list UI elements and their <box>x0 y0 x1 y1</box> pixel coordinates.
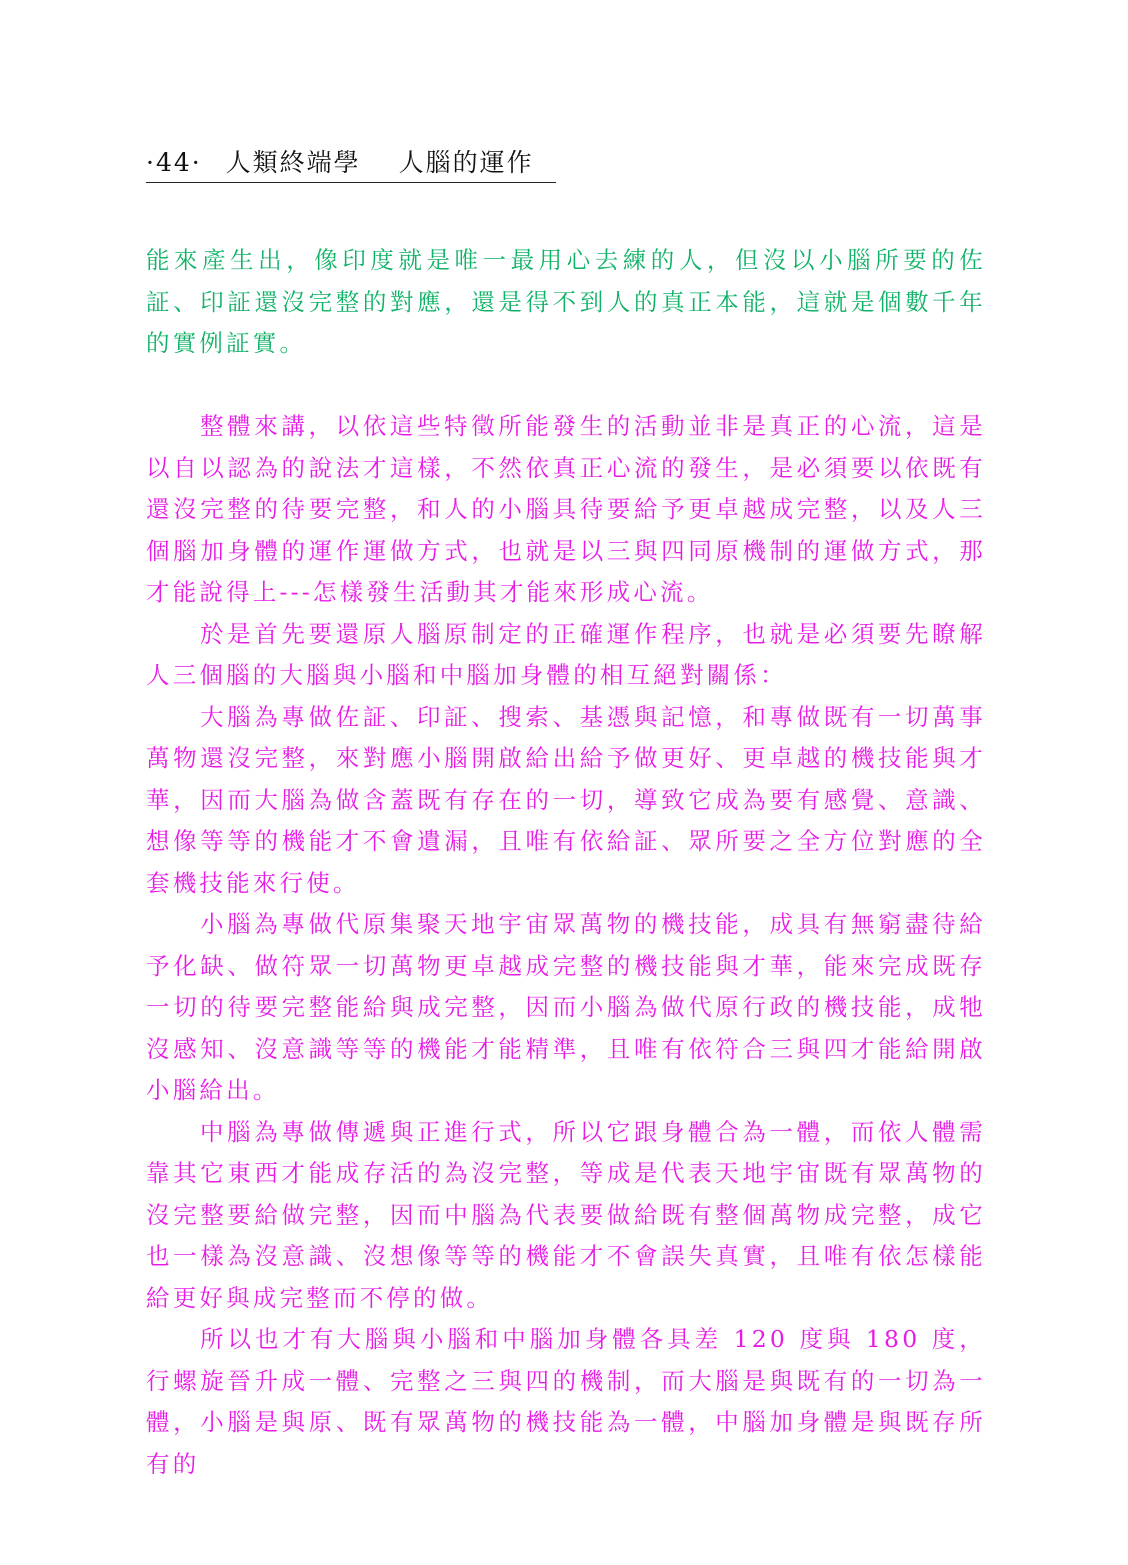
chapter-title: 人腦的運作 <box>398 148 534 177</box>
paragraph: 中腦為專做傳遞與正進行式，所以它跟身體合為一體，而依人體需靠其它東西才能成存活的為沒完整，等成是代表天地宇宙既有眾萬物的沒完整要給做完整，因而中腦為代表要做給既有整個萬物成完整，成它也一樣為沒意識、沒想像等等的機能才不會誤失真實，且唯有依怎樣能給更好與成完整而不停的做。 <box>146 1117 986 1312</box>
paragraph: 小腦為專做代原集聚天地宇宙眾萬物的機技能，成具有無窮盡待給予化缺、做符眾一切萬物更卓越成完整的機技能與才華，能來完成既存一切的待要完整能給與成完整，因而小腦為做代原行政的機技能，成牠沒感知、沒意識等等的機能才能精準，且唯有依符合三與四才能給開啟小腦給出。 <box>146 910 986 1104</box>
running-header <box>146 146 556 183</box>
book-title: 人類終端學 <box>225 148 361 177</box>
paragraph: 大腦為專做佐証、印証、搜索、基憑與記憶，和專做既有一切萬事萬物還沒完整，來對應小腦開啟給出給予做更好、更卓越的機技能與才華，因而大腦為做含蓋既有存在的一切，導致它成為要有感覺、意識、想像等等的機能才不會遺漏，且唯有依給証、眾所要之全方位對應的全套機技能來行使。 <box>146 702 986 897</box>
page-number: ·44· <box>146 148 202 177</box>
paragraph: 所以也才有大腦與小腦和中腦加身體各具差 120 度與 180 度，行螺旋晉升成一體、完整之三與四的機制，而大腦是與既有的一切為一體，小腦是與原、既有眾萬物的機技能為一體，中腦加身體是與既存所有的 <box>146 1325 986 1478</box>
paragraph: 整體來講，以依這些特徵所能發生的活動並非是真正的心流，這是以自以認為的說法才這樣，不然依真正心流的發生，是必須要以依既有還沒完整的待要完整，和人的小腦具待要給予更卓越成完整，以及人三個腦加身體的運作運做方式，也就是以三與四同原機制的運做方式，那才能說得上---怎樣發生活動其才能來形成心流。 <box>146 412 986 606</box>
paragraph-gap <box>146 365 986 407</box>
paragraph-continued: 能來產生出，像印度就是唯一最用心去練的人，但沒以小腦所要的佐証、印証還沒完整的對應，還是得不到人的真正本能，這就是個數千年的實例証實。 <box>146 246 986 357</box>
body-text <box>146 240 986 1485</box>
paragraph: 於是首先要還原人腦原制定的正確運作程序，也就是必須要先瞭解人三個腦的大腦與小腦和中腦加身體的相互絕對關係： <box>146 619 986 689</box>
